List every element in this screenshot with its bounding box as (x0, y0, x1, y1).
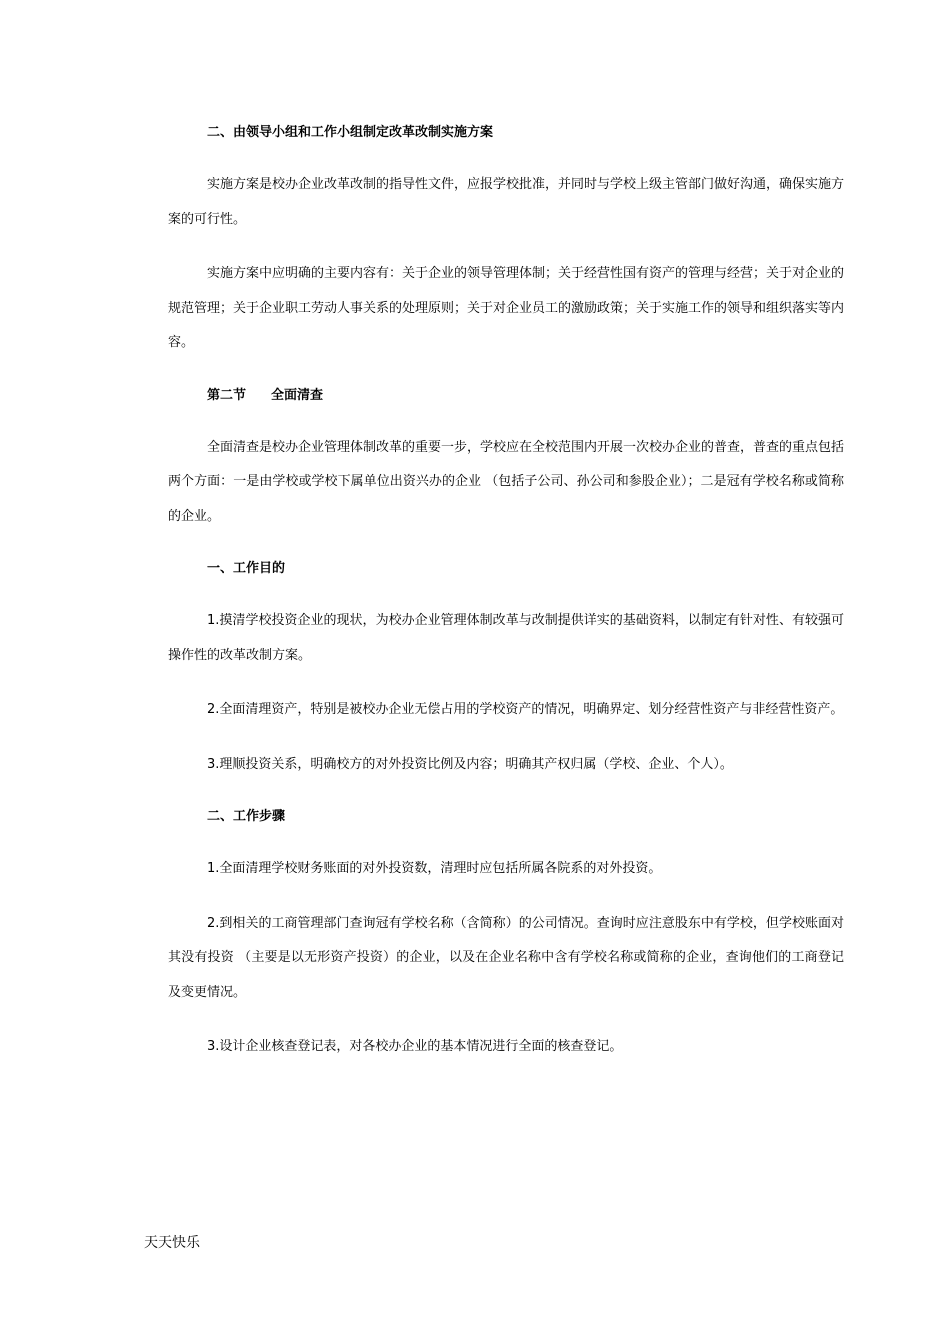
section-title: 全面清查 (271, 387, 324, 403)
page-footer: 天天快乐 (144, 1235, 200, 1251)
section-heading (168, 381, 844, 411)
heading-work-steps: 二、工作步骤 (207, 809, 286, 824)
list-item-step-2: 2.到相关的工商管理部门查询冠有学校名称（含简称）的公司情况。查询时应注意股东中有学校，但学校账面对其没有投资 （主要是以无形资产投资）的企业，以及在企业名称中含有学校名称或简称的企业，查询他们的工商登记及变更情况。 (168, 915, 844, 1000)
heading-implementation-plan: 二、由领导小组和工作小组制定改革改制实施方案 (207, 125, 494, 140)
paragraph-full-audit: 全面清查是校办企业管理体制改革的重要一步，学校应在全校范围内开展一次校办企业的普查，普查的重点包括两个方面：一是由学校或学校下属单位出资兴办的企业 （包括子公司、孙公司和参股企业）；二是冠有学校名称或简称的企业。 (168, 439, 845, 524)
section-number: 第二节 (207, 387, 247, 403)
paragraph-plan-contents: 实施方案中应明确的主要内容有：关于企业的领导管理体制；关于经营性国有资产的管理与经营；关于对企业的规范管理；关于企业职工劳动人事关系的处理原则；关于对企业员工的激励政策；关于实施工作的领导和组织落实等内容。 (168, 266, 845, 350)
list-item-step-1: 1.全面清理学校财务账面的对外投资数，清理时应包括所属各院系的对外投资。 (207, 861, 662, 876)
list-item-goal-1: 1.摸清学校投资企业的现状，为校办企业管理体制改革与改制提供详实的基础资料，以制定有针对性、有较强可操作性的改革改制方案。 (168, 613, 844, 663)
list-item-goal-2: 2.全面清理资产，特别是被校办企业无偿占用的学校资产的情况，明确界定、划分经营性资产与非经营性资产。 (207, 702, 844, 717)
document-body (168, 118, 844, 1065)
heading-work-goals: 一、工作目的 (207, 561, 286, 576)
paragraph-plan-approval: 实施方案是校办企业改革改制的指导性文件，应报学校批准，并同时与学校上级主管部门做好沟通，确保实施方案的可行性。 (168, 177, 845, 227)
list-item-step-3: 3.设计企业核查登记表，对各校办企业的基本情况进行全面的核查登记。 (207, 1039, 623, 1054)
list-item-goal-3: 3.理顺投资关系，明确校方的对外投资比例及内容；明确其产权归属（学校、企业、个人）。 (207, 756, 733, 772)
